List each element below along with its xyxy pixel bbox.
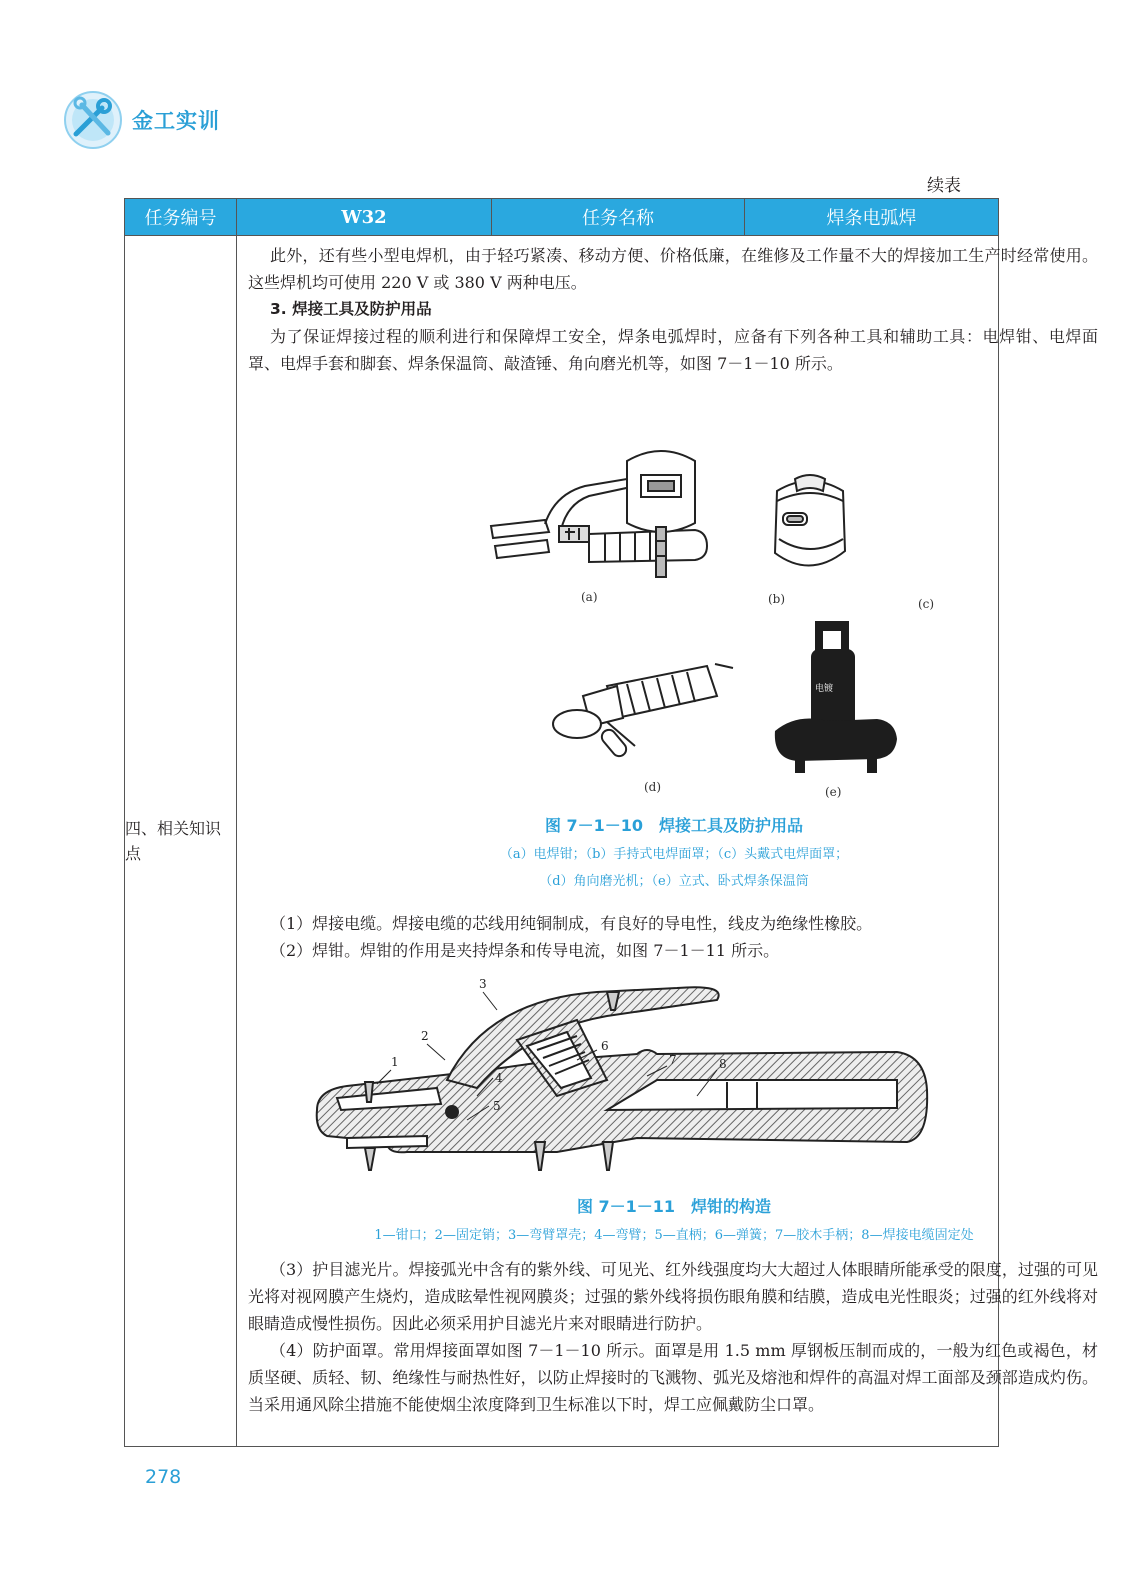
continued-label: 续表 bbox=[927, 176, 961, 196]
paragraph: （3）护目滤光片。焊接弧光中含有的紫外线、可见光、红外线强度均大大超过人体眼睛所能承受的限度，过强的可见光将对视网膜产生烧灼，造成眩晕性视网膜炎；过强的紫外线将损伤眼角膜和结膜，造成电光性眼炎；过强的红外线将对眼睛造成慢性损伤。因此必须采用护目滤光片来对眼睛进行防护。 bbox=[248, 1260, 1098, 1333]
figure-7-1-11-note: 1—钳口；2—固定销；3—弯臂罩壳；4—弯臂；5—直柄；6—弹簧；7—胶木手柄；8—焊接电缆固定处 bbox=[374, 1228, 974, 1243]
handheld-welding-mask-drawing bbox=[621, 441, 701, 591]
page-number: 278 bbox=[145, 1466, 182, 1488]
electrode-holder-section-drawing bbox=[307, 970, 967, 1185]
angle-grinder-drawing bbox=[547, 656, 737, 766]
paragraph: （2）焊钳。焊钳的作用是夹持焊条和传导电流，如图 7－1－11 所示。 bbox=[270, 941, 780, 960]
figure-7-1-10-note-line1: （a）电焊钳；（b）手持式电焊面罩；（c）头戴式电焊面罩； bbox=[499, 847, 849, 862]
callout-4: 4 bbox=[495, 1071, 503, 1085]
book-title: 金工实训 bbox=[132, 109, 220, 133]
table-content-row bbox=[125, 236, 999, 1447]
electrode-oven-photo bbox=[767, 621, 907, 786]
callout-8: 8 bbox=[719, 1057, 727, 1071]
paragraph: （4）防护面罩。常用焊接面罩如图 7－1－10 所示。面罩是用 1.5 mm 厚钢板压制而成的，一般为红色或褐色，材质坚硬、质轻、韧、绝缘性与耐热性好，以防止焊接时的飞溅物、弧光及熔池和焊件的高温对焊工面部及颈部造成灼伤。当采用通风除尘措施不能使烟尘浓度降到卫生标准以下时，焊工应佩戴防尘口罩。 bbox=[248, 1341, 1098, 1414]
header-task-name: 焊条电弧焊 bbox=[745, 199, 999, 236]
row-label: 四、相关知识点 bbox=[125, 236, 237, 1447]
figure-label-c: (c) bbox=[918, 597, 935, 611]
header-task-number: 任务编号 bbox=[125, 199, 237, 236]
callout-6: 6 bbox=[601, 1039, 609, 1053]
paragraph: 为了保证焊接过程的顺利进行和保障焊工安全，焊条电弧焊时，应备有下列各种工具和辅助工具：电焊钳、电焊面罩、电焊手套和脚套、焊条保温筒、敲渣锤、角向磨光机等，如图 7－1－10 所示。 bbox=[248, 327, 1098, 373]
figure-label-a: (a) bbox=[581, 590, 598, 604]
header-task-code: W32 bbox=[237, 199, 492, 236]
callout-1: 1 bbox=[391, 1055, 399, 1069]
figure-7-1-10-note-line2: （d）角向磨光机；（e）立式、卧式焊条保温筒 bbox=[539, 874, 809, 889]
page-header bbox=[62, 88, 220, 152]
figure-7-1-11-title: 图 7－1－11 焊钳的构造 bbox=[576, 1197, 772, 1216]
callout-7: 7 bbox=[669, 1053, 677, 1067]
figure-label-e: (e) bbox=[825, 785, 842, 799]
callout-2: 2 bbox=[421, 1029, 429, 1043]
figure-label-d: (d) bbox=[644, 780, 662, 794]
figure-7-1-10-title: 图 7－1－10 焊接工具及防护用品 bbox=[544, 816, 804, 835]
callout-3: 3 bbox=[479, 977, 487, 991]
header-task-name-label: 任务名称 bbox=[492, 199, 745, 236]
section-heading: 3. 焊接工具及防护用品 bbox=[270, 300, 432, 318]
cable-and-holder-text bbox=[248, 910, 1098, 964]
head-mounted-welding-mask-drawing bbox=[765, 461, 855, 591]
task-table bbox=[124, 198, 1098, 1447]
filter-and-mask-text bbox=[248, 1256, 1098, 1418]
callout-5: 5 bbox=[493, 1099, 501, 1113]
paragraph: （1）焊接电缆。焊接电缆的芯线用纯铜制成，有良好的导电性，线皮为绝缘性橡胶。 bbox=[270, 914, 873, 933]
oven-stamp-text: 电镀 bbox=[815, 684, 834, 694]
figure-label-b: (b) bbox=[768, 592, 786, 606]
paragraph: 此外，还有些小型电焊机，由于轻巧紧凑、移动方便、价格低廉，在维修及工作量不大的焊接加工生产时经常使用。这些焊机均可使用 220 V 或 380 V 两种电压。 bbox=[248, 246, 1098, 292]
intro-text bbox=[248, 242, 1098, 377]
tools-logo-icon bbox=[62, 89, 124, 151]
table-header-row bbox=[125, 199, 999, 236]
content-cell bbox=[237, 236, 1098, 1447]
